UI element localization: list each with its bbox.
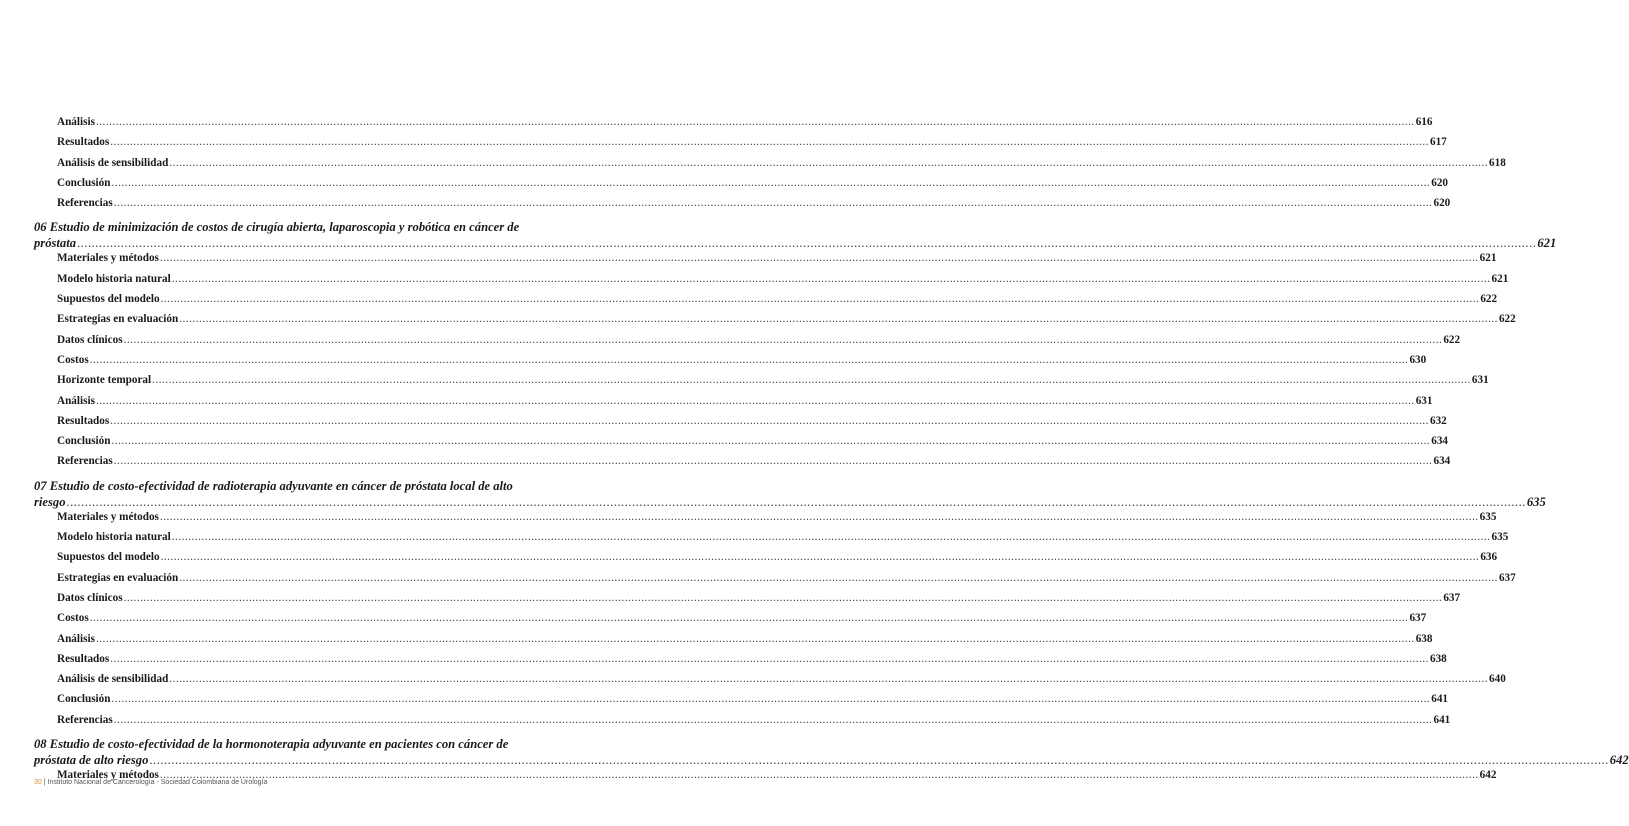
toc-leader-dots: ................................................................................................................................................................................................................................................................................................................................................................................................................ [152,374,1471,387]
toc-entry[interactable] [34,551,1498,571]
toc-entry-title: Referencias [57,455,113,468]
toc-entry-page: 621 [1491,272,1509,285]
toc-entry-page: 634 [1431,435,1448,448]
toc-entry-page: 618 [1489,156,1506,169]
toc-entry-title: Resultados [57,414,110,427]
toc-leader-dots: ................................................................................................................................................................................................................................................................................................................................................................................................................ [95,632,1415,645]
toc-leader-dots: ................................................................................................................................................................................................................................................................................................................................................................................................................ [95,116,1415,128]
toc-entry-title: Análisis de sensibilidad [57,156,169,169]
toc-entry[interactable] [34,510,1497,531]
toc-entry-page: 632 [1429,414,1447,427]
toc-entry-page: 631 [1471,374,1489,387]
toc-entry-title: Análisis [57,116,95,128]
toc-leader-dots: ................................................................................................................................................................................................................................................................................................................................................................................................................ [171,531,1491,544]
toc-leader-dots: ................................................................................................................................................................................................................................................................................................................................................................................................................ [89,612,1409,625]
toc-entry-page: 637 [1498,571,1516,584]
toc-entry-page: 635 [1491,531,1509,544]
toc-entry-title: Conclusión [57,176,111,189]
toc-entry-title: Referencias [57,713,113,726]
toc-chapter-page: 642 [1609,753,1629,768]
toc-chapter[interactable] [34,476,1546,511]
toc-chapter-title-cont: próstata de alto riesgo [34,753,149,768]
toc-entry-page: 620 [1431,176,1448,189]
toc-leader-dots: ................................................................................................................................................................................................................................................................................................................................................................................................................ [159,510,1479,523]
toc-entry-title: Supuestos del modelo [57,293,160,306]
toc-entry[interactable] [34,136,1447,156]
toc-entry[interactable] [34,116,1433,136]
toc-entry[interactable] [34,652,1447,673]
toc-entry[interactable] [34,156,1506,177]
footer-separator: | [43,779,46,786]
toc-entry-page: 642 [1479,769,1497,782]
toc-leader-dots: ................................................................................................................................................................................................................................................................................................................................................................................................................ [123,333,1443,346]
toc-entry-page: 622 [1480,293,1498,306]
toc-entry-page: 622 [1498,313,1516,326]
toc-entry[interactable] [34,176,1448,197]
toc-entry-title: Supuestos del modelo [57,551,160,564]
toc-chapter-page: 621 [1537,236,1557,251]
toc-entry-page: 620 [1433,197,1451,210]
toc-chapter[interactable] [34,734,1629,769]
toc-entry-title: Materiales y métodos [57,510,159,523]
toc-entry[interactable] [34,272,1509,293]
toc-entry[interactable] [34,313,1516,333]
toc-entry[interactable] [34,693,1448,713]
toc-entry-title: Resultados [57,136,110,149]
toc-chapter-page: 635 [1526,494,1546,509]
toc-leader-dots: ................................................................................................................................................................................................................................................................................................................................................................................................................ [111,176,1431,189]
toc-chapter-title-cont: riesgo [34,494,66,509]
toc-leader-dots: ................................................................................................................................................................................................................................................................................................................................................................................................................ [123,591,1443,604]
toc-leader-dots: ................................................................................................................................................................................................................................................................................................................................................................................................................ [113,197,1433,210]
toc-entry-page: 641 [1431,693,1448,706]
toc-chapter-title: 08 Estudio de costo-efectividad de la hormonoterapia adyuvante en pacientes con cáncer de [34,737,509,752]
toc-entry[interactable] [34,394,1433,415]
toc-entry[interactable] [34,333,1461,354]
toc-entry[interactable] [34,571,1516,592]
toc-entry-page: 616 [1415,116,1433,128]
toc-leader-dots: ................................................................................................................................................................................................................................................................................................................................................................................................................ [160,551,1480,564]
toc-leader-dots: ................................................................................................................................................................................................................................................................................................................................................................................................................ [169,673,1489,686]
toc-entry[interactable] [34,374,1489,394]
toc-entry-title: Análisis de sensibilidad [57,673,169,686]
toc-entry-page: 617 [1429,136,1447,149]
toc-chapter-title-cont: próstata [34,236,76,251]
toc-entry-page: 630 [1409,353,1427,366]
toc-leader-dots: ................................................................................................................................................................................................................................................................................................................................................................................................................ [179,313,1498,326]
toc-entry-title: Horizonte temporal [57,374,152,387]
toc-entry-page: 636 [1480,551,1498,564]
toc-leader-dots: ................................................................................................................................................................................................................................................................................................................................................................................................................ [159,769,1479,782]
toc-entry-title: Conclusión [57,693,111,706]
toc-entry[interactable] [34,531,1509,551]
toc-entry[interactable] [34,632,1433,653]
toc-entry-title: Materiales y métodos [57,252,159,265]
toc-entry-title: Modelo historia natural [57,531,171,544]
toc-entry-page: 637 [1409,612,1427,625]
toc-leader-dots: ................................................................................................................................................................................................................................................................................................................................................................................................................ [110,652,1429,665]
toc-chapter[interactable] [34,217,1557,252]
toc-entry-title: Materiales y métodos [57,769,159,782]
toc-entry[interactable] [34,353,1427,374]
toc-leader-dots: ................................................................................................................................................................................................................................................................................................................................................................................................................ [95,394,1415,407]
toc-entry-page: 638 [1429,652,1447,665]
toc-entry-title: Resultados [57,652,110,665]
toc-entry-page: 637 [1443,591,1461,604]
toc-entry-title: Referencias [57,197,113,210]
toc-chapter-title: 07 Estudio de costo-efectividad de radioterapia adyuvante en cáncer de próstata local de alto [34,478,513,493]
toc-leader-dots: ................................................................................................................................................................................................................................................................................................................................................................................................................ [113,455,1433,468]
toc-leader-dots: ................................................................................................................................................................................................................................................................................................................................................................................................................ [110,136,1429,149]
toc-entry-title: Análisis [57,632,95,645]
page-footer [34,779,267,786]
toc-entry-title: Conclusión [57,435,111,448]
toc-entry[interactable] [34,435,1448,455]
toc-leader-dots: ................................................................................................................................................................................................................................................................................................................................................................................................................ [169,156,1489,169]
toc-entry[interactable] [34,673,1506,693]
toc-entry-title: Modelo historia natural [57,272,171,285]
toc-chapter-title: 06 Estudio de minimización de costos de cirugía abierta, laparoscopia y robótica en cáncer de [34,220,520,235]
toc-entry-page: 638 [1415,632,1433,645]
toc-entry-page: 635 [1479,510,1497,523]
toc-leader-dots: ................................................................................................................................................................................................................................................................................................................................................................................................................ [66,494,1526,509]
footer-text: Instituto Nacional de Cancerología - Sociedad Colombiana de Urología [47,779,268,786]
toc-entry-page: 641 [1433,713,1451,726]
toc-entry-page: 634 [1433,455,1451,468]
toc-leader-dots: ................................................................................................................................................................................................................................................................................................................................................................................................................ [77,236,1537,251]
footer-page-number: 30 [34,779,42,786]
toc-entry[interactable] [34,414,1447,435]
toc-entry-title: Datos clínicos [57,591,123,604]
toc-entry[interactable] [34,591,1461,612]
toc-entry[interactable] [34,197,1451,217]
toc-leader-dots: ................................................................................................................................................................................................................................................................................................................................................................................................................ [110,414,1429,427]
toc-leader-dots: ................................................................................................................................................................................................................................................................................................................................................................................................................ [171,272,1491,285]
toc-entry-page: 622 [1443,333,1461,346]
toc-entry-title: Costos [57,612,89,625]
toc-entry-page: 640 [1489,673,1506,686]
toc-leader-dots: ................................................................................................................................................................................................................................................................................................................................................................................................................ [111,435,1431,448]
toc-leader-dots: ................................................................................................................................................................................................................................................................................................................................................................................................................ [159,252,1479,265]
toc-leader-dots: ................................................................................................................................................................................................................................................................................................................................................................................................................ [179,571,1498,584]
toc-entry-page: 621 [1479,252,1497,265]
toc-leader-dots: ................................................................................................................................................................................................................................................................................................................................................................................................................ [113,713,1433,726]
toc-leader-dots: ................................................................................................................................................................................................................................................................................................................................................................................................................ [149,753,1609,768]
toc-leader-dots: ................................................................................................................................................................................................................................................................................................................................................................................................................ [111,693,1431,706]
toc-leader-dots: ................................................................................................................................................................................................................................................................................................................................................................................................................ [89,353,1409,366]
toc-entry[interactable] [34,455,1451,475]
toc-entry[interactable] [34,252,1497,272]
toc-entry-title: Datos clínicos [57,333,123,346]
toc-entry-title: Estrategias en evaluación [57,313,179,326]
toc-leader-dots: ................................................................................................................................................................................................................................................................................................................................................................................................................ [160,293,1480,306]
toc-entry-title: Análisis [57,394,95,407]
toc-entry[interactable] [34,612,1427,632]
toc-entry-title: Estrategias en evaluación [57,571,179,584]
toc-entry-page: 631 [1415,394,1433,407]
table-of-contents [34,116,1629,789]
toc-entry-title: Costos [57,353,89,366]
toc-entry[interactable] [34,293,1498,313]
toc-entry[interactable] [34,713,1451,734]
